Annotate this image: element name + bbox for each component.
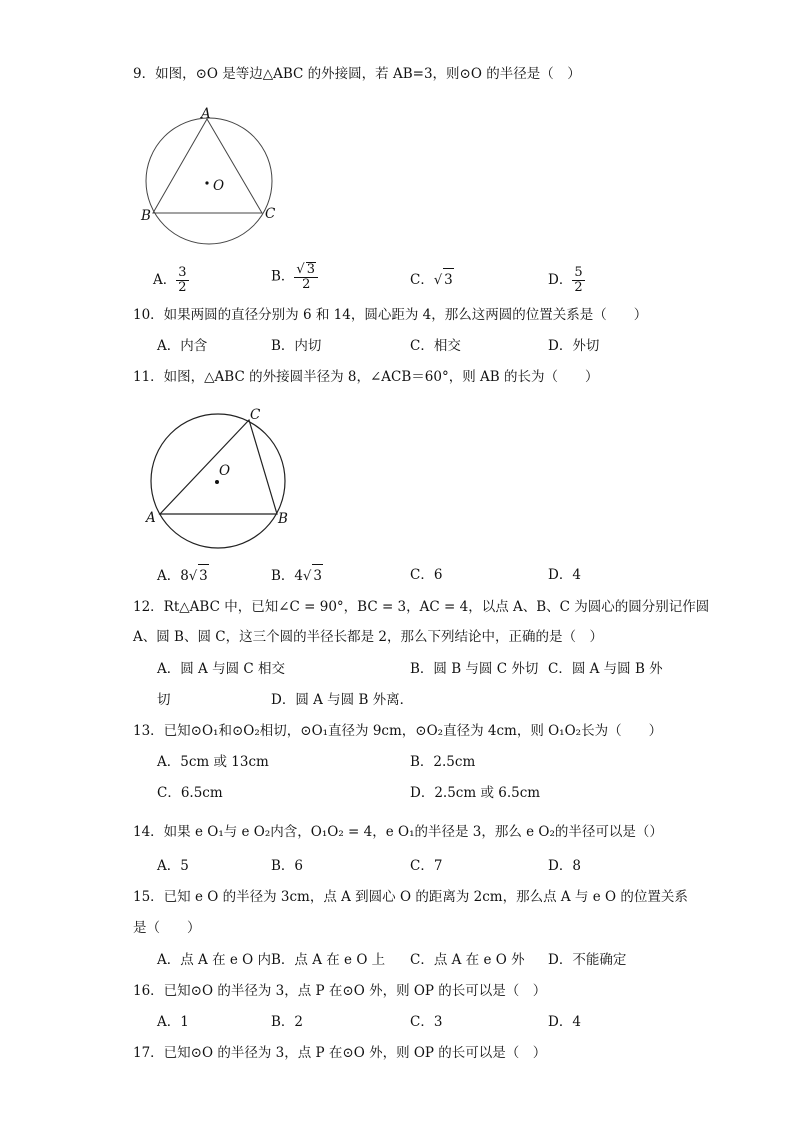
q10-option-b[interactable]: B．内切 (271, 338, 322, 354)
q16-option-d[interactable]: D．4 (548, 1014, 581, 1030)
q12-stem-line1: 12．Rt△ABC 中，已知∠C = 90°，BC = 3，AC = 4，以点 A、B、C 为圆心的圆分别记作圆 (133, 599, 710, 615)
q15-stem-line2: 是（ ） (133, 920, 201, 936)
q11-stem: 11．如图，△ABC 的外接圆半径为 8，∠ACB＝60°，则 AB 的长为（ ） (133, 369, 599, 385)
q9-triangle (153, 119, 262, 213)
q9-label-c: C (265, 206, 276, 222)
q11-label-c: C (250, 407, 261, 423)
q11-option-a[interactable]: A．8√ 3 (157, 564, 209, 588)
q9-option-d-fraction: $\frac{5}{2}$ (574, 265, 583, 295)
q11-label-a: A (146, 510, 156, 526)
q9-option-d[interactable]: D． $\frac{5}{2}$ (548, 265, 583, 295)
sqrt-icon: √ (433, 273, 443, 288)
q12-option-b[interactable]: B．圆 B 与圆 C 外切 (410, 661, 539, 677)
q13-option-b[interactable]: B．2.5cm (410, 754, 476, 770)
q14-stem: 14．如果 e O₁与 e O₂内含，O₁O₂ = 4，e O₁的半径是 3，那么 e O₂的半径可以是（） (133, 824, 663, 840)
q9-label-b: B (141, 208, 151, 224)
q13-option-c[interactable]: C．6.5cm (157, 785, 223, 801)
q15-option-a[interactable]: A．点 A 在 e O 内 (157, 952, 272, 968)
q9-option-b-fraction: $\frac{√ 3}{2}$ (294, 262, 318, 292)
q9-stem: 9．如图，⊙O 是等边△ABC 的外接圆，若 AB=3，则⊙O 的半径是（ ） (133, 66, 581, 82)
q16-option-c[interactable]: C．3 (410, 1014, 443, 1030)
q10-option-c[interactable]: C．相交 (410, 338, 461, 354)
q13-stem: 13．已知⊙O₁和⊙O₂相切，⊙O₁直径为 9cm，⊙O₂直径为 4cm，则 O₁O₂长为（ ） (133, 723, 663, 739)
sqrt-icon: √ (188, 569, 198, 584)
q12-option-c-cont: 切 (157, 692, 171, 708)
q14-option-b[interactable]: B．6 (271, 858, 304, 874)
q11-label-b: B (278, 511, 288, 527)
q12-option-d[interactable]: D．圆 A 与圆 B 外离． (271, 692, 414, 708)
q16-stem: 16．已知⊙O 的半径为 3，点 P 在⊙O 外，则 OP 的长可以是（ ） (133, 983, 547, 999)
q13-option-d[interactable]: D．2.5cm 或 6.5cm (410, 785, 541, 801)
q9-option-a[interactable]: A． $\frac{3}{2}$ (153, 265, 187, 295)
q10-option-a[interactable]: A．内含 (157, 338, 208, 354)
q17-stem: 17．已知⊙O 的半径为 3，点 P 在⊙O 外，则 OP 的长可以是（ ） (133, 1045, 547, 1061)
q11-option-d[interactable]: D．4 (548, 567, 581, 583)
q11-circumcircle (151, 414, 285, 548)
q16-option-b[interactable]: B．2 (271, 1014, 304, 1030)
q16-option-a[interactable]: A．1 (157, 1014, 189, 1030)
q15-stem-line1: 15．已知 e O 的半径为 3cm，点 A 到圆心 O 的距离为 2cm，那么点 A 与 e O 的位置关系 (133, 889, 688, 905)
q15-option-b[interactable]: B．点 A 在 e O 上 (271, 952, 386, 968)
q11-label-o: O (219, 463, 231, 479)
q9-option-a-fraction: $\frac{3}{2}$ (178, 265, 187, 295)
q9-circumcircle (146, 118, 272, 244)
q10-option-d[interactable]: D．外切 (548, 338, 600, 354)
q11-option-b[interactable]: B．4√ 3 (271, 564, 323, 588)
q9-option-c[interactable]: C．√ 3 (410, 268, 454, 292)
q9-label-a: A (201, 106, 211, 122)
q12-option-a[interactable]: A．圆 A 与圆 C 相交 (157, 661, 285, 677)
q14-option-d[interactable]: D．8 (548, 858, 581, 874)
q15-option-c[interactable]: C．点 A 在 e O 外 (410, 952, 525, 968)
q11-option-c[interactable]: C．6 (410, 567, 443, 583)
q9-option-b[interactable]: B． $\frac{√ 3}{2}$ (271, 262, 318, 292)
q12-stem-line2: A、圆 B、圆 C，这三个圆的半径长都是 2，那么下列结论中，正确的是（ ） (133, 629, 603, 645)
sqrt-icon: √ (303, 569, 312, 584)
q12-option-c[interactable]: C．圆 A 与圆 B 外 (548, 661, 663, 677)
q9-label-o: O (213, 178, 225, 194)
q14-option-a[interactable]: A．5 (157, 858, 189, 874)
q13-option-a[interactable]: A．5cm 或 13cm (157, 754, 269, 770)
q10-stem: 10．如果两圆的直径分别为 6 和 14，圆心距为 4，那么这两圆的位置关系是（ ） (133, 307, 648, 323)
q15-option-d[interactable]: D．不能确定 (548, 952, 627, 968)
q9-center-dot (205, 181, 208, 184)
q14-option-c[interactable]: C．7 (410, 858, 443, 874)
